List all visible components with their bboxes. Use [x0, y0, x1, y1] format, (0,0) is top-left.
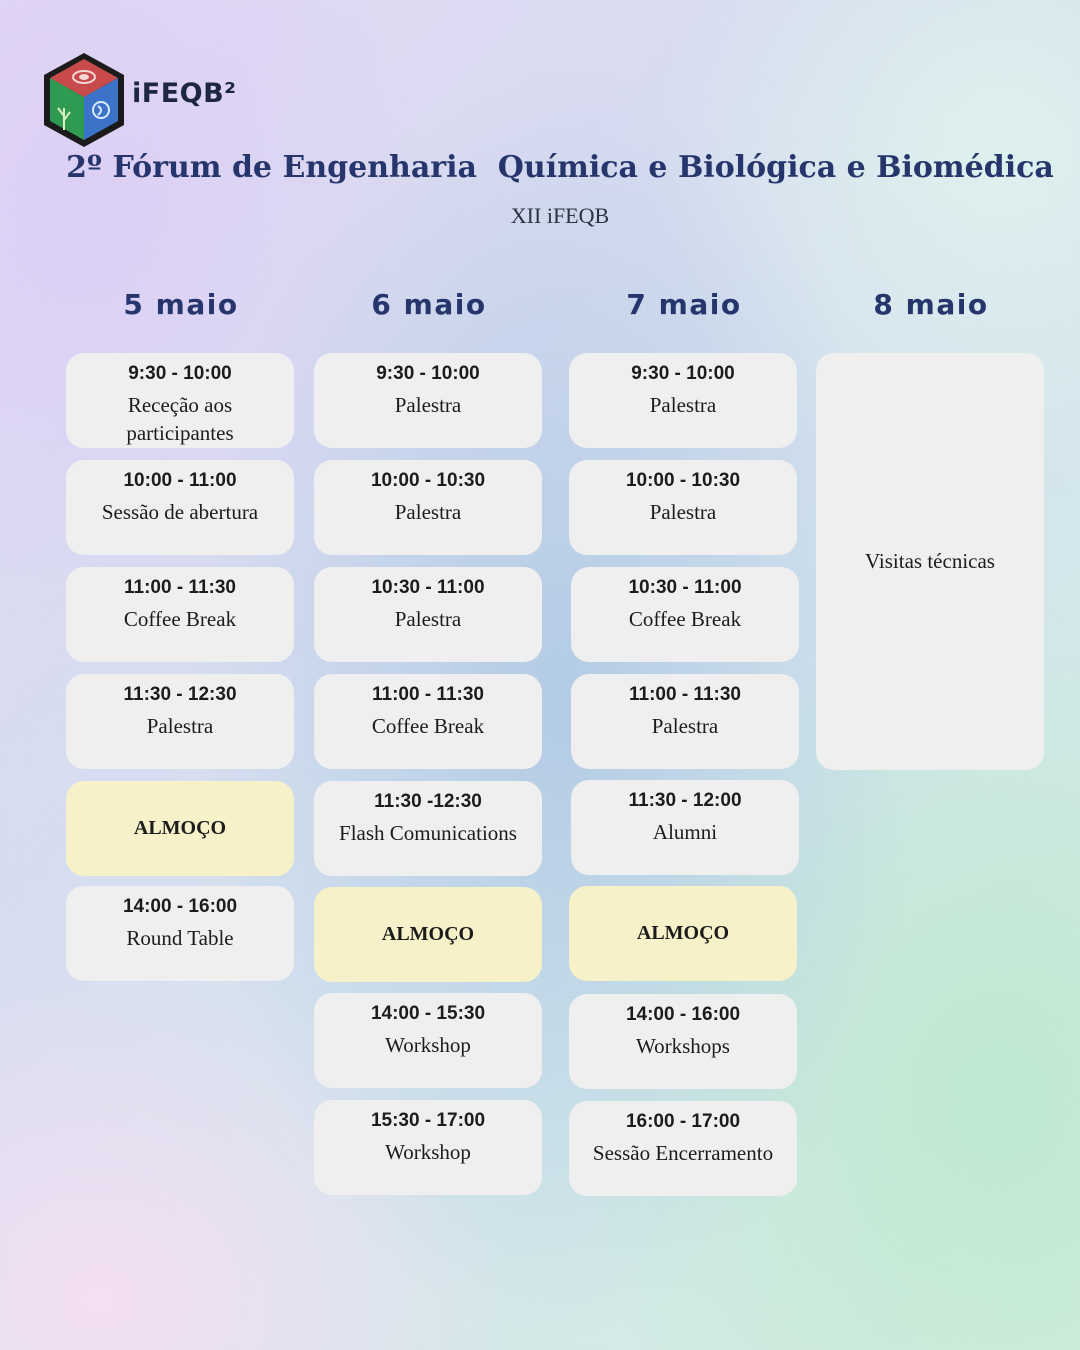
session-time: 10:00 - 11:00 — [123, 470, 237, 491]
cube-logo-icon — [40, 50, 128, 150]
session-label: Flash Comunications — [339, 821, 517, 845]
session-card — [314, 1100, 542, 1195]
session-label: Palestra — [649, 500, 717, 524]
day-header-7-maio: 7 maio — [626, 288, 742, 321]
session-time: 15:30 - 17:00 — [370, 1110, 486, 1131]
session-time: 14:00 - 16:00 — [122, 896, 238, 917]
session-label: Coffee Break — [371, 714, 485, 738]
session-time: 10:30 - 11:00 — [371, 577, 485, 598]
session-label: Round Table — [126, 926, 234, 950]
lunch-label: ALMOÇO — [636, 922, 730, 944]
lunch-label: ALMOÇO — [381, 923, 475, 945]
lunch-card — [66, 781, 294, 876]
session-label: Palestra — [651, 714, 719, 738]
session-time: 11:30 - 12:30 — [123, 684, 237, 705]
session-time: 11:30 -12:30 — [374, 791, 482, 812]
session-card — [571, 780, 799, 875]
session-card — [569, 460, 797, 555]
session-label: Sessão Encerramento — [592, 1141, 774, 1165]
session-time: 11:00 - 11:30 — [124, 577, 236, 598]
session-card — [66, 460, 294, 555]
session-card — [66, 886, 294, 981]
page-subtitle: XII iFEQB — [510, 203, 610, 228]
session-card — [314, 353, 542, 448]
session-time: 11:00 - 11:30 — [372, 684, 484, 705]
session-time: 10:30 - 11:00 — [628, 577, 742, 598]
session-label: Workshop — [385, 1140, 471, 1164]
session-card — [66, 353, 294, 448]
session-label: Alumni — [652, 820, 718, 844]
session-card — [66, 567, 294, 662]
logo — [40, 50, 237, 150]
session-card — [569, 994, 797, 1089]
session-card — [571, 567, 799, 662]
session-time: 10:00 - 10:30 — [625, 470, 741, 491]
session-card — [66, 674, 294, 769]
day-header-6-maio: 6 maio — [371, 288, 487, 321]
session-label: Palestra — [394, 500, 462, 524]
session-card — [569, 353, 797, 448]
session-time: 9:30 - 10:00 — [376, 363, 480, 384]
session-time: 11:30 - 12:00 — [628, 790, 742, 811]
session-label: Coffee Break — [123, 607, 237, 631]
session-time: 10:00 - 10:30 — [370, 470, 486, 491]
session-time: 9:30 - 10:00 — [128, 363, 232, 384]
session-label: Visitas técnicas — [865, 549, 995, 573]
session-label: Sessão de abertura — [101, 500, 259, 524]
session-label: Palestra — [146, 714, 214, 738]
session-time: 11:00 - 11:30 — [629, 684, 741, 705]
session-time: 16:00 - 17:00 — [625, 1111, 741, 1132]
day-header-5-maio: 5 maio — [123, 288, 239, 321]
visits-card — [816, 353, 1044, 770]
lunch-label: ALMOÇO — [133, 817, 227, 839]
session-card — [314, 781, 542, 876]
session-time: 14:00 - 15:30 — [370, 1003, 486, 1024]
session-label: Receção aos participantes — [126, 393, 234, 445]
session-label: Workshop — [385, 1033, 471, 1057]
session-card — [569, 1101, 797, 1196]
lunch-card — [569, 886, 797, 981]
session-card — [314, 993, 542, 1088]
session-card — [314, 567, 542, 662]
page-title: 2º Fórum de Engenharia Química e Biológica e Biomédica — [66, 150, 1054, 185]
session-time: 14:00 - 16:00 — [625, 1004, 741, 1025]
session-time: 9:30 - 10:00 — [631, 363, 735, 384]
session-label: Palestra — [649, 393, 717, 417]
session-card — [314, 460, 542, 555]
session-label: Workshops — [636, 1034, 730, 1058]
day-header-8-maio: 8 maio — [873, 288, 989, 321]
session-label: Palestra — [394, 607, 462, 631]
session-label: Coffee Break — [628, 607, 742, 631]
session-card — [571, 674, 799, 769]
session-label: Palestra — [394, 393, 462, 417]
logo-text: iFEQB² — [132, 78, 237, 109]
lunch-card — [314, 887, 542, 982]
session-card — [314, 674, 542, 769]
